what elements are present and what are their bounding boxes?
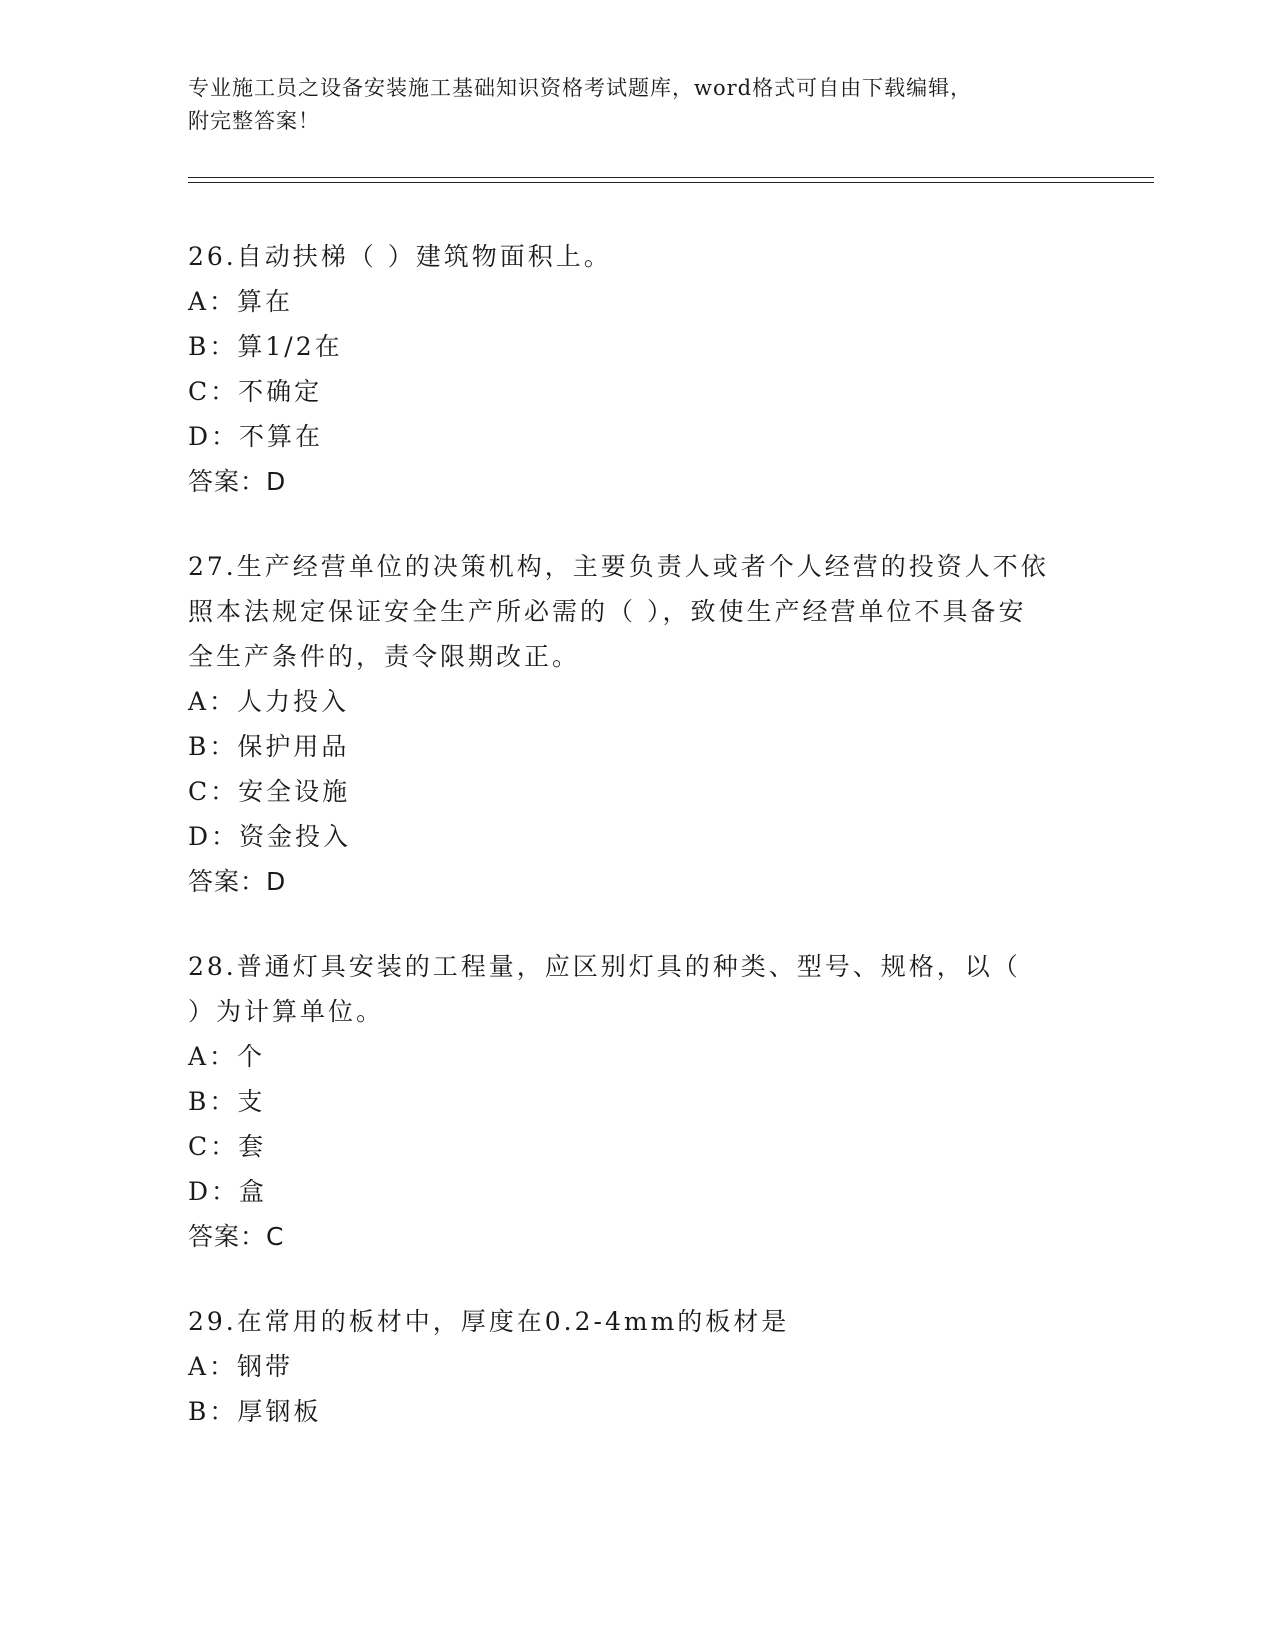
option-a: A：个: [188, 1042, 266, 1071]
option-a: A：钢带: [188, 1352, 294, 1381]
question-26: [188, 234, 1068, 504]
answer-key: 答案：D: [188, 467, 287, 496]
question-29: [188, 1299, 1068, 1434]
question-stem: 29.在常用的板材中，厚度在0.2-4mm的板材是: [188, 1307, 790, 1336]
question-stem-line-2: 照本法规定保证安全生产所必需的（ ），致使生产经营单位不具备安: [188, 597, 1027, 626]
question-27: [188, 544, 1068, 904]
header-divider-top: [188, 177, 1154, 178]
option-c: C：不确定: [188, 377, 323, 406]
question-stem: 26.自动扶梯（ ）建筑物面积上。: [188, 242, 612, 271]
question-stem-line-2: ）为计算单位。: [188, 997, 385, 1026]
option-c: C：安全设施: [188, 777, 351, 806]
option-c: C：套: [188, 1132, 267, 1161]
answer-key: 答案：D: [188, 867, 287, 896]
question-list: [188, 234, 1068, 1474]
option-a: A：人力投入: [188, 687, 350, 716]
option-b: B：厚钢板: [188, 1397, 322, 1426]
option-a: A：算在: [188, 287, 294, 316]
document-header: [188, 72, 1088, 138]
answer-key: 答案：C: [188, 1222, 285, 1251]
header-divider-bottom: [188, 182, 1154, 183]
header-line-2: 附完整答案！: [188, 109, 320, 133]
question-28: [188, 944, 1068, 1259]
option-d: D：不算在: [188, 422, 324, 451]
question-stem-line-1: 28.普通灯具安装的工程量，应区别灯具的种类、型号、规格，以（: [188, 952, 1021, 981]
question-stem-line-3: 全生产条件的，责令限期改正。: [188, 642, 581, 671]
header-line-1: 专业施工员之设备安装施工基础知识资格考试题库，word格式可自由下载编辑，: [188, 76, 973, 100]
option-d: D：资金投入: [188, 822, 352, 851]
option-b: B：保护用品: [188, 732, 350, 761]
option-b: B：支: [188, 1087, 266, 1116]
option-b: B：算1/2在: [188, 332, 343, 361]
question-stem-line-1: 27.生产经营单位的决策机构，主要负责人或者个人经营的投资人不依: [188, 552, 1049, 581]
option-d: D：盒: [188, 1177, 268, 1206]
